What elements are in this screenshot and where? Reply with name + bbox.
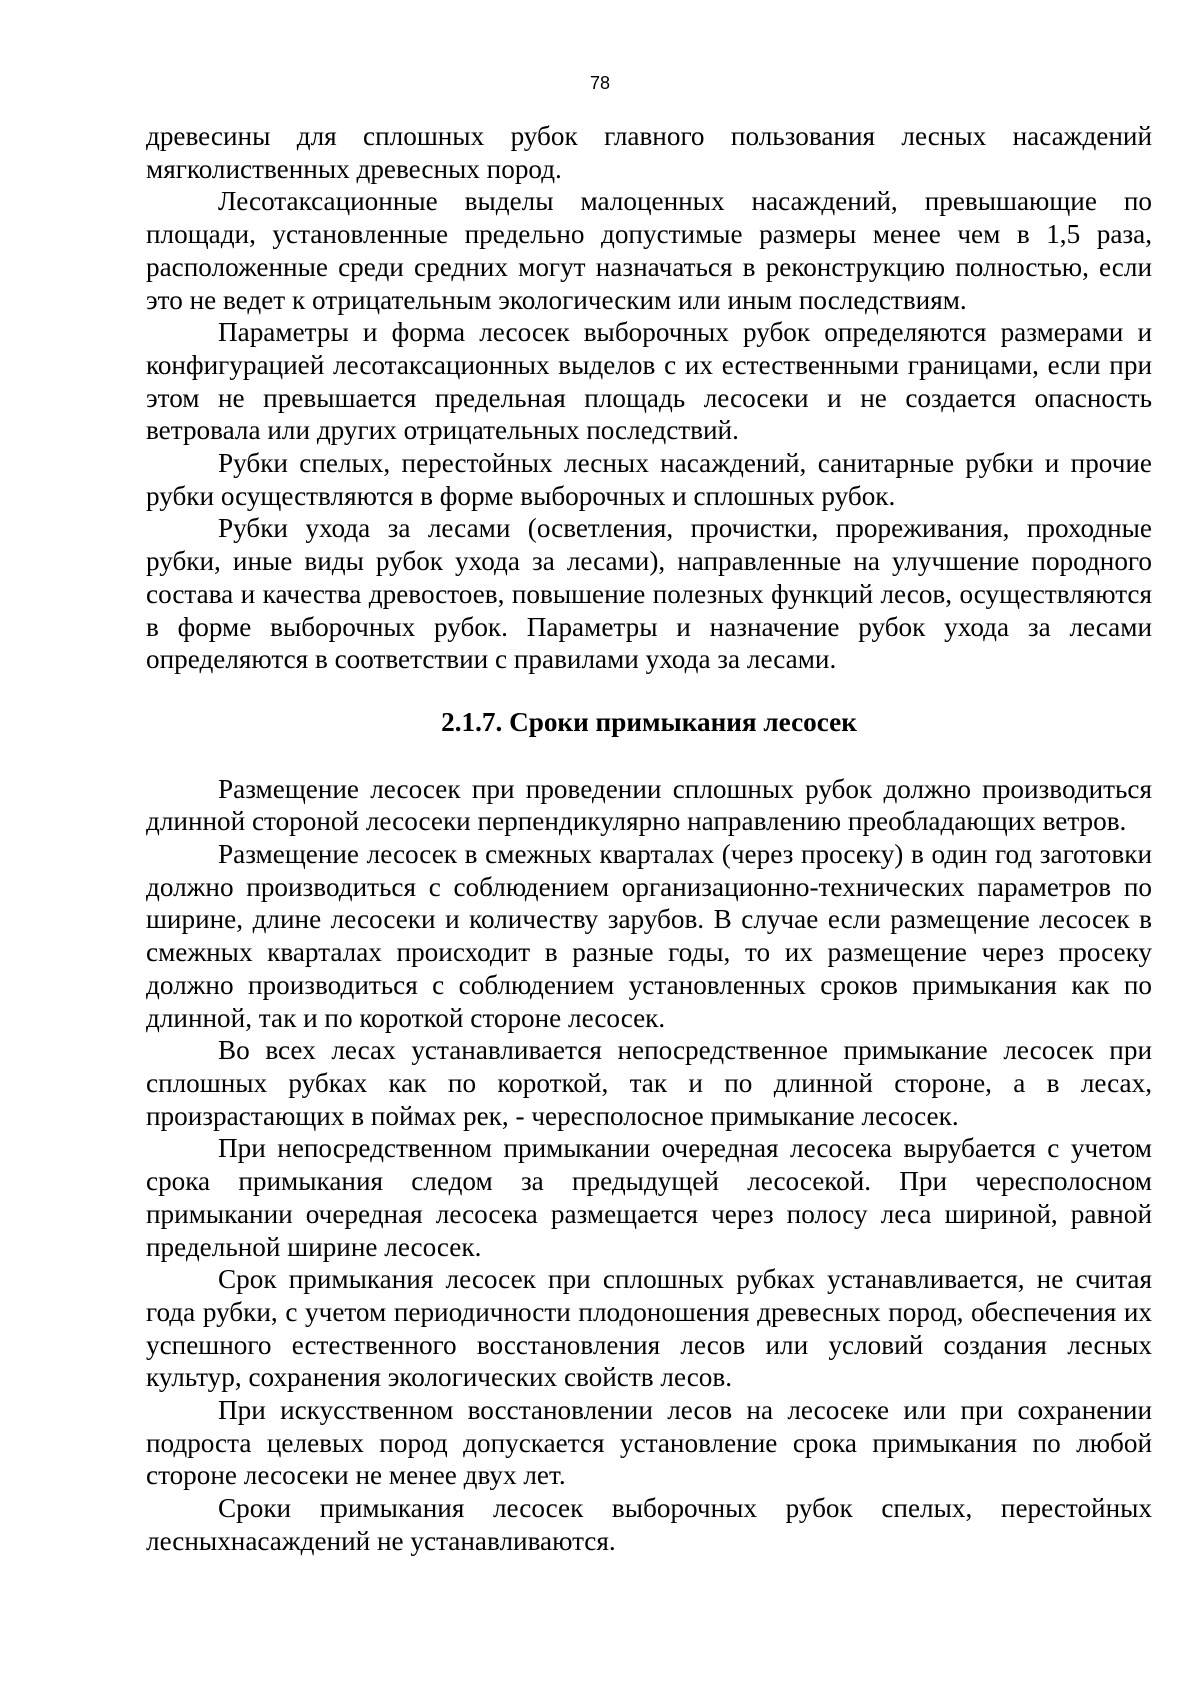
paragraph-continuation: древесины для сплошных рубок главного пользования лесных насаждений мягколиственных древесных пород. (146, 121, 1152, 184)
paragraph: Рубки ухода за лесами (осветления, прочистки, прореживания, проходные рубки, иные виды рубок ухода за лесами), направленные на улучшение породного состава и качества древостоев, повышение полезных функций лесов, осуществляются в форме выборочных рубок. Параметры и назначение рубок ухода за лесами определяются в соответствии с правилами ухода за лесами. (146, 513, 1152, 675)
paragraph: Рубки спелых, перестойных лесных насаждений, санитарные рубки и прочие рубки осуществляются в форме выборочных и сплошных рубок. (146, 448, 1152, 511)
paragraph: При искусственном восстановлении лесов на лесосеке или при сохранении подроста целевых пород допускается установление срока примыкания по любой стороне лесосеки не менее двух лет. (146, 1395, 1152, 1491)
section-heading: 2.1.7. Сроки примыкания лесосек (441, 706, 857, 737)
page-number: 78 (589, 73, 611, 93)
paragraph: Размещение лесосек при проведении сплошных рубок должно производиться длинной стороной лесосеки перпендикулярно направлению преобладающих ветров. (146, 773, 1152, 837)
paragraph: Сроки примыкания лесосек выборочных рубок спелых, перестойных лесныхнасаждений не устанавливаются. (146, 1493, 1152, 1556)
paragraph: Лесотаксационные выделы малоценных насаждений, превышающие по площади, установленные предельно допустимые размеры менее чем в 1,5 раза, расположенные среди средних могут назначаться в реконструкцию полностью, если это не ведет к отрицательным экологическим или иным последствиям. (146, 186, 1152, 315)
paragraph: Параметры и форма лесосек выборочных рубок определяются размерами и конфигурацией лесотаксационных выделов с их естественными границами, если при этом не превышается предельная площадь лесосеки и не создается опасность ветровала или других отрицательных последствий. (146, 317, 1152, 446)
paragraph: При непосредственном примыкании очередная лесосека вырубается с учетом срока примыкания следом за предыдущей лесосекой. При чересполосном примыкании очередная лесосека размещается через полосу леса шириной, равной предельной ширине лесосек. (146, 1133, 1152, 1262)
paragraph: Во всех лесах устанавливается непосредственное примыкание лесосек при сплошных рубках как по короткой, так и по длинной стороне, а в лесах, произрастающих в поймах рек, - чересполосное примыкание лесосек. (146, 1035, 1152, 1131)
paragraph: Срок примыкания лесосек при сплошных рубках устанавливается, не считая года рубки, с учетом периодичности плодоношения древесных пород, обеспечения их успешного естественного восстановления лесов или условий создания лесных культур, сохранения экологических свойств лесов. (146, 1264, 1152, 1393)
paragraph: Размещение лесосек в смежных кварталах (через просеку) в один год заготовки должно производиться с соблюдением организационно-технических параметров по ширине, длине лесосеки и количеству зарубов. В случае если размещение лесосек в смежных кварталах происходит в разные годы, то их размещение через просеку должно производиться с соблюдением установленных сроков примыкания как по длинной, так и по короткой стороне лесосек. (146, 839, 1152, 1033)
page-body (146, 120, 1152, 1558)
